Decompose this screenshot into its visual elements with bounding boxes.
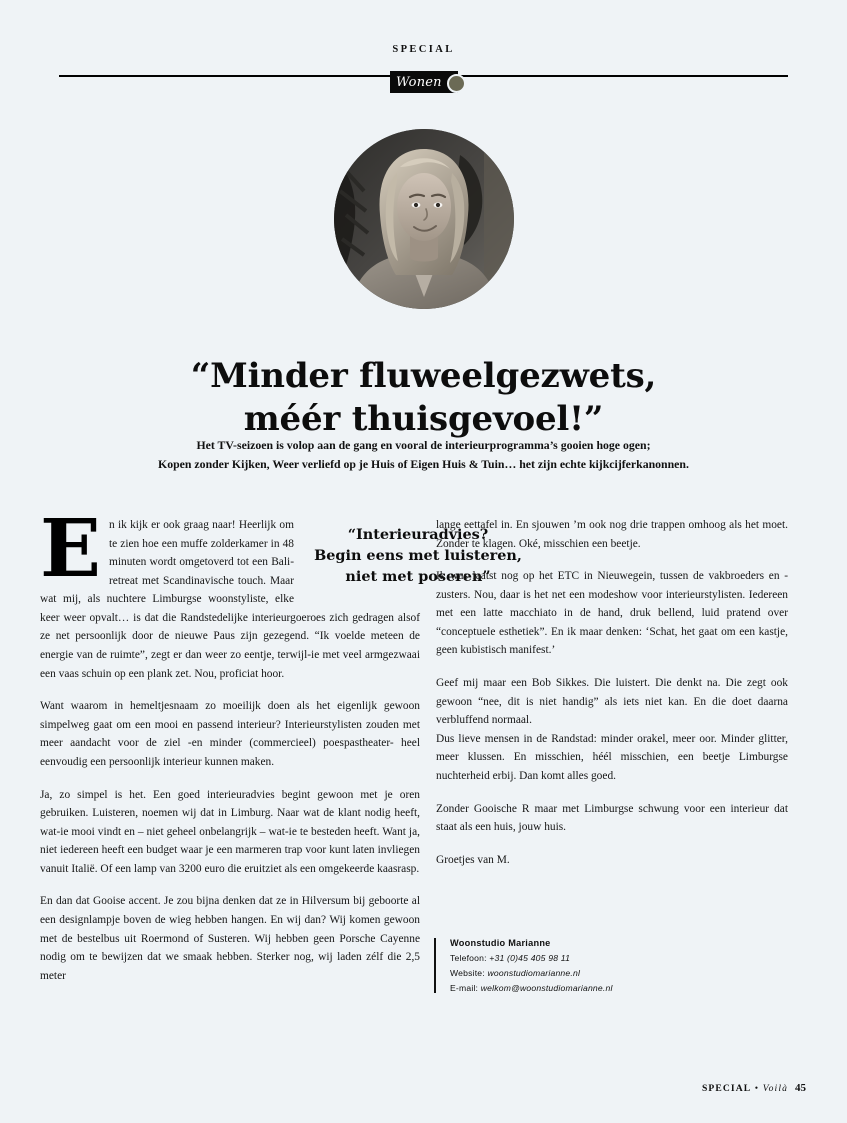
- contact-website: [450, 968, 764, 978]
- standfirst-line-1: Het TV-seizoen is volop aan de gang en vooral de interieurprogramma’s gooien hoge ogen;: [196, 438, 651, 452]
- contact-name: Woonstudio Marianne: [450, 938, 551, 948]
- pull-quote-line-2: Begin eens met luisteren,: [314, 547, 522, 565]
- body-paragraph-text: n ik kijk er ook graag naar! Heerlijk om te zien hoe een muffe zolderkamer in 48 minuten wordt omgetoverd tot een Bali-retreat met Scandinavische touch. Maar wat mij, als nuchtere Limburgse woonstyliste, elke keer weer opvalt… is dat die Randstedelijke interieurgoeroes zich gedragen alsof ze net persoonlijk door de nieuwe Paus zijn gezegend. “Ik voelde meteen de energie van de ruimte”, zegt er dan weer zo eentje, terwijl-ie met veel armgezwaai een vaas schuin op een plank zet. Nou, proficiat hoor.: [40, 519, 420, 680]
- body-paragraph: Ja, zo simpel is het. Een goed interieuradvies begint gewoon met je oren gebruiken. Luisteren, noemen wij dat in Limburg. Naar wat de klant nodig heeft, wat-ie mooi vindt en – niet geheel onbelangrijk – wat-ie te besteden heeft. Want ja, niet iedereen heeft een budget waar je een marmeren trap voor kunt laten invliegen vanuit Italië. Of een lamp van 3200 euro die eruitziet als een omgekeerde kaasrasp.: [40, 788, 420, 875]
- contact-phone: [450, 953, 764, 963]
- footer-separator: •: [754, 1083, 760, 1094]
- contact-block: [434, 938, 764, 993]
- contact-website-value[interactable]: woonstudiomarianne.nl: [487, 968, 581, 978]
- contact-phone-value: +31 (0)45 405 98 11: [489, 953, 571, 963]
- contact-email-value[interactable]: welkom@woonstudiomarianne.nl: [480, 983, 613, 993]
- contact-email: [450, 983, 764, 993]
- standfirst: [60, 436, 787, 474]
- page-footer: [0, 1082, 806, 1094]
- circle-dot-icon: [447, 74, 466, 93]
- body-paragraph: lange eettafel in. En sjouwen ’m ook nog drie trappen omhoog als het moet. Zonder te klagen. Oké, misschien een beetje.: [436, 519, 788, 550]
- body-paragraph-text: Geef mij maar een Bob Sikkes. Die luistert. Die denkt na. Die zegt ook gewoon “nee, dit is niet handig” als iets niet kan. En die doet daarna verbluffend normaal.: [436, 677, 788, 727]
- body-paragraph-text: Dus lieve mensen in de Randstad: minder orakel, meer oor. Minder glitter, meer klussen. En misschien, héél misschien, een beetje Limburgse nuchterheid erbij. Dan komt alles goed.: [436, 732, 788, 782]
- footer-section: SPECIAL: [702, 1083, 752, 1094]
- standfirst-line-2: Kopen zonder Kijken, Weer verliefd op je Huis of Eigen Huis & Tuin… het zijn echte kijkcijferkanonnen.: [158, 457, 689, 472]
- body-paragraph: [436, 674, 788, 785]
- pull-quote-line-1: “Interieuradvies?: [347, 526, 489, 543]
- contact-phone-label: Telefoon:: [450, 953, 487, 963]
- body-paragraph: Groetjes van M.: [436, 853, 510, 866]
- contact-website-label: Website:: [450, 968, 485, 978]
- body-paragraph: Zonder Gooische R maar met Limburgse schwung voor een interieur dat staat als een huis, jouw huis.: [436, 802, 788, 834]
- section-kicker: SPECIAL: [392, 44, 455, 55]
- portrait-illustration: [334, 129, 514, 309]
- contact-email-label: E-mail:: [450, 983, 479, 993]
- body-column-right: [436, 516, 788, 869]
- pull-quote-line-3: niet met poseren”: [345, 568, 491, 586]
- portrait-photo: [334, 129, 514, 309]
- body-paragraph: Ik was laatst nog op het ETC in Nieuwegein, tussen de vakbroeders en -zusters. Nou, daar is het net een modeshow voor interieurstylisten. Iedereen met een latte macchiato in de hand, druk bellend, luid pratend over “conceptuele esthetiek”. En ik maar denken: ‘Schat, het gaat om een kastje, geen kubistisch manifest.’: [436, 570, 788, 657]
- drop-cap: E: [40, 501, 101, 595]
- headline-line-2: méér thuisgevoel!”: [243, 399, 604, 440]
- page-title: [60, 355, 787, 442]
- headline-line-1: “Minder fluweelgezwets,: [190, 355, 657, 396]
- page-number: 45: [795, 1082, 806, 1094]
- body-paragraph: En dan dat Gooise accent. Je zou bijna denken dat ze in Hilversum bij geboorte al een designlampje boven de wieg hebben hangen. En wij dan? Wij komen gewoon met de bestelbus uit Roermond of Susteren. Wij hebben geen Porsche Cayenne nodig om te bewijzen dat we smaak hebben. Sterker nog, wij laden zélf die 2,5 meter: [40, 895, 420, 982]
- body-paragraph: Want waarom in hemeltjesnaam zo moeilijk doen als het eigenlijk gewoon simpelweg gaat om een mooi en passend interieur? Interieurstylisten zouden met meer aandacht voor de ziel -en minder (commercieel) poespastheater- heel eenvoudig een persoonlijk interieur kunnen maken.: [40, 700, 420, 768]
- footer-magazine: Voilà: [762, 1083, 788, 1094]
- category-tag-label: Wonen: [396, 74, 442, 90]
